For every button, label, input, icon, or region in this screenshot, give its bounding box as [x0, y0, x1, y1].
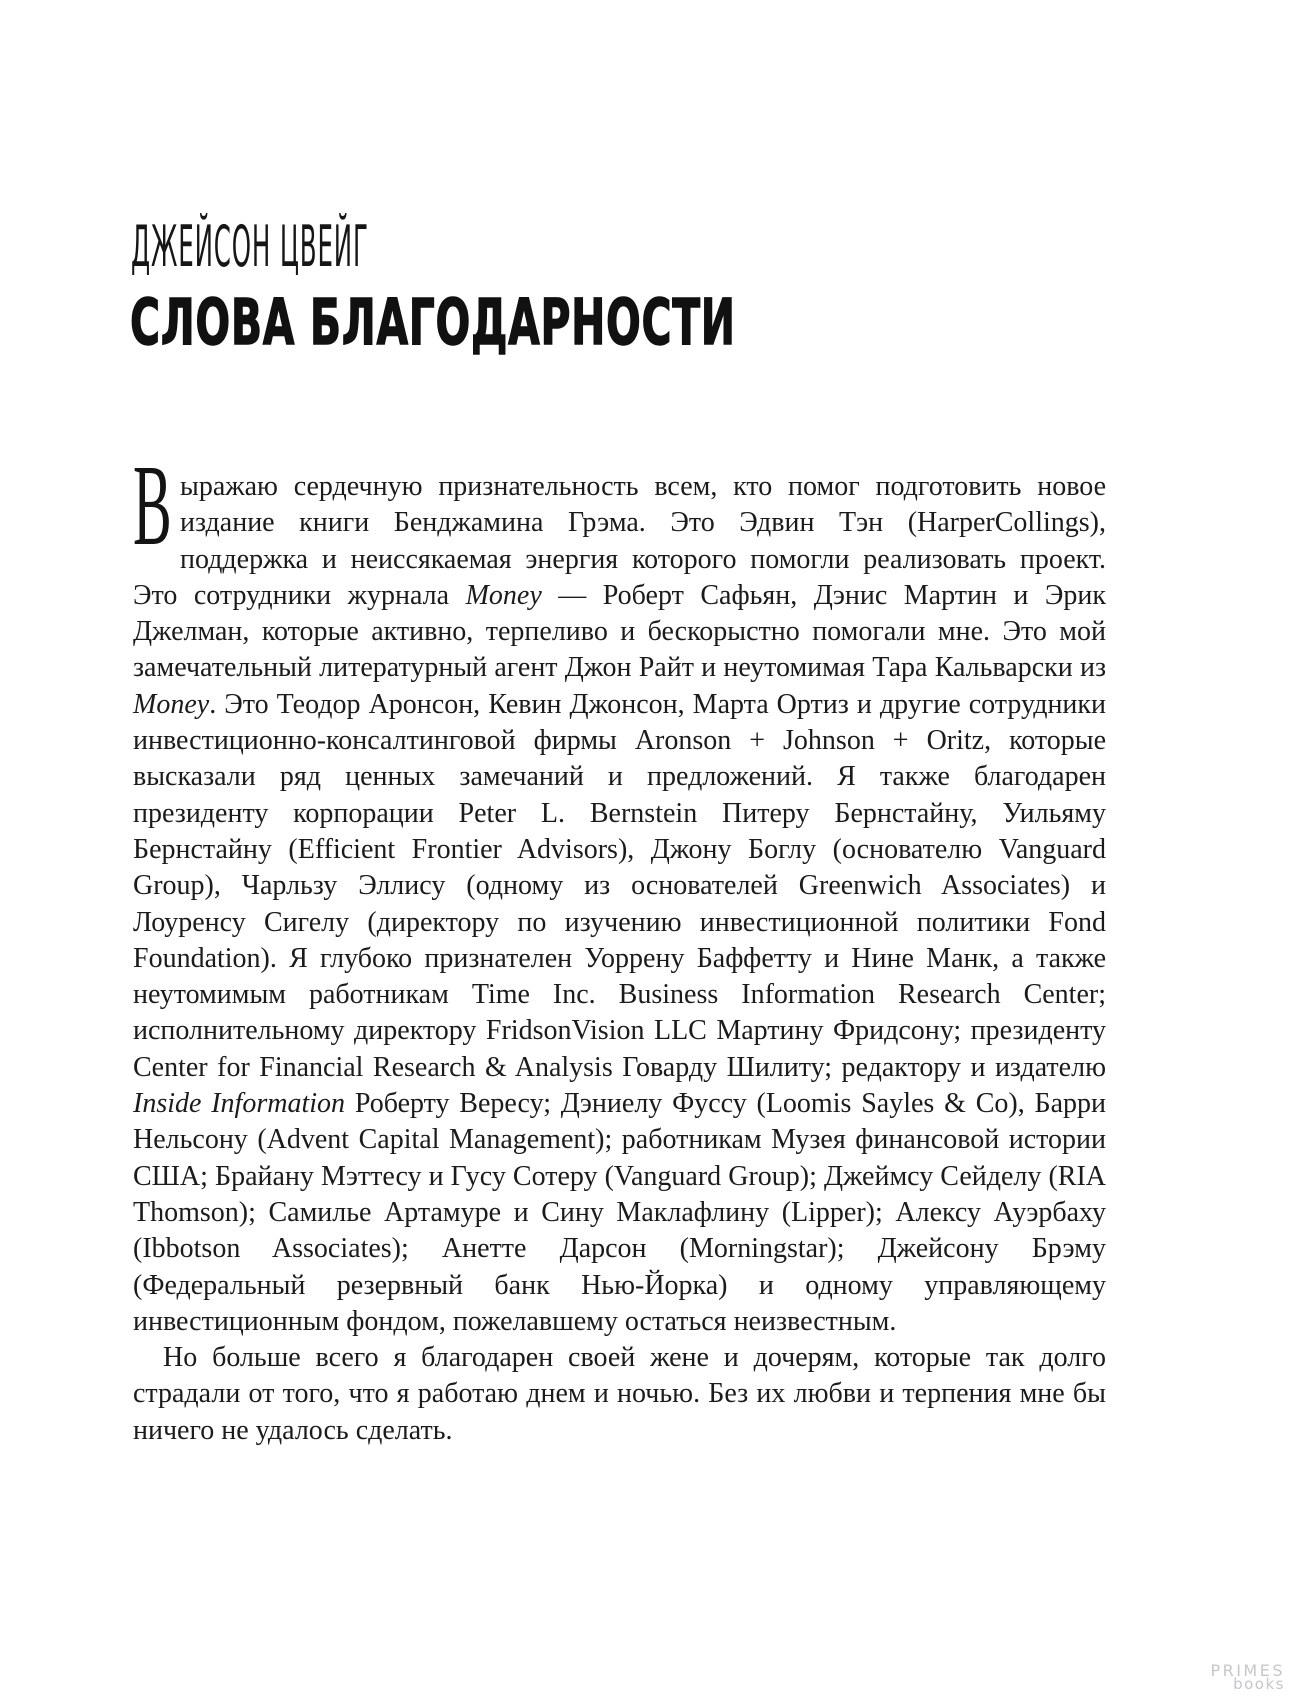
- watermark-books: books: [1233, 1675, 1285, 1693]
- italic-text: Inside Information: [133, 1088, 346, 1120]
- drop-cap: В: [133, 442, 172, 570]
- paragraph-text: ыражаю сердечную признательность всем, кто помог подготовить новое издание книги Бенджамина Грэма. Это Эдвин Тэн (HarperCollings), поддержка и неиссякаемая энергия которого помогли реализовать проект. Это сотрудники журнала: [133, 471, 1106, 611]
- paragraph-text: Роберту Вересу; Дэниелу Фуссу (Loomis Sayles & Co), Барри Нельсону (Advent Capital Management); работникам Музея финансовой истории США; Брайану Мэттесу и Гусу Сотеру (Vanguard Group); Джеймсу Сейделу (RIA Thomson); Самилье Артамуре и Сину Маклафлину (Lipper); Алексу Ауэрбаху (Ibbotson Associates); Анетте Дарсон (Morningstar); Джейсону Брэму (Федеральный резервный банк Нью-Йорка) и одному управляющему инвестиционным фондом, пожелавшему остаться неизвестным.: [133, 1088, 1106, 1337]
- italic-text: Money: [465, 579, 542, 611]
- paragraph-text: — Роберт Сафьян, Дэнис Мартин и Эрик Джелман, которые активно, терпеливо и бескорыстно помогали мне. Это мой замечательный литературный агент Джон Райт и неутомимая Тара Кальварски из: [133, 579, 1107, 684]
- italic-text: Money: [133, 688, 210, 720]
- paragraph-text: Но больше всего я благодарен своей жене и дочерям, которые так долго страдали от того, что я работаю днем и ночью. Без их любви и терпения мне бы ничего не удалось сделать.: [133, 1342, 1106, 1446]
- publisher-watermark: [1210, 1661, 1285, 1693]
- paragraph: [133, 1340, 1106, 1449]
- watermark-primes: PRIMES: [1210, 1661, 1285, 1680]
- chapter-title: СЛОВА БЛАГОДАРНОСТИ: [130, 286, 736, 359]
- paragraph: [133, 442, 1107, 1340]
- acknowledgments-text: [133, 442, 1107, 1449]
- author-name: ДЖЕЙСОН ЦВЕЙГ: [131, 214, 369, 280]
- paragraph-text: . Это Теодор Аронсон, Кевин Джонсон, Марта Ортиз и другие сотрудники инвестиционно-консалтинговой фирмы Aronson + Johnson + Oritz, которые высказали ряд ценных замечаний и предложений. Я также благодарен президенту корпорации Peter L. Bernstein Питеру Бернстайну, Уильяму Бернстайну (Efficient Frontier Advisors), Джону Боглу (основателю Vanguard Group), Чарльзу Эллису (одному из основателей Greenwich Associates) и Лоуренсу Сигелу (директору по изучению инвестиционной политики Fond Foundation). Я глубоко признателен Уоррену Баффетту и Нине Манк, а также неутомимым работникам Time Inc. Business Information Research Center; исполнительному директору FridsonVision LLC Мартину Фридсону; президенту Center for Financial Research & Analysis Говарду Шилиту; редактору и издателю: [133, 688, 1106, 1083]
